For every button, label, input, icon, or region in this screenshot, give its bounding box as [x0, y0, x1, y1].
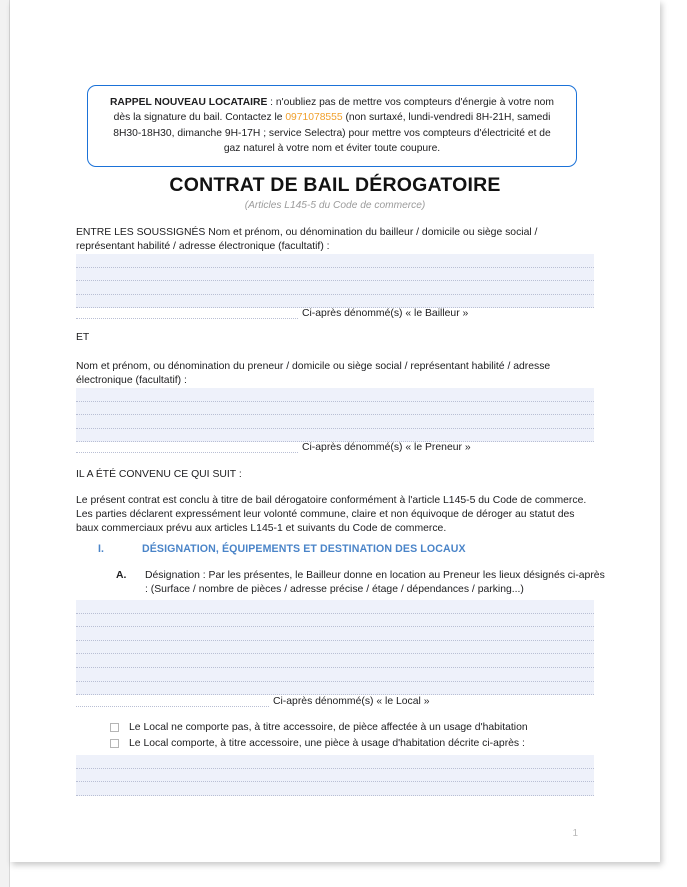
preneur-ciapres-label: Ci-après dénommé(s) « le Preneur » — [302, 442, 471, 453]
checkbox-no-habitation-icon[interactable] — [110, 723, 119, 732]
fill-in-line[interactable] — [76, 281, 594, 295]
local-ciapres-line — [76, 696, 594, 711]
fill-in-line[interactable] — [76, 388, 594, 402]
callout-text-after-phone: (non surtaxé, lundi-vendredi 8H-21H, samedi 8H30-18H30, dimanche 9H-17H ; service Selectra) pour mettre vos compteurs d'électricité et de gaz naturel à votre nom et éviter toute coupure. — [113, 112, 551, 155]
ciapres-dotted-rule — [76, 308, 298, 319]
callout-lead-label: RAPPEL NOUVEAU LOCATAIRE — [109, 97, 268, 108]
bailleur-ciapres-label: Ci-après dénommé(s) « le Bailleur » — [302, 308, 469, 319]
preneur-fill-block[interactable] — [76, 388, 594, 442]
ciapres-dotted-rule — [76, 442, 298, 453]
subsection-a-text: Désignation : Par les présentes, le Bailleur donne en location au Preneur les lieux désignés ci-après : (Surface / nombre de pièces / adresse précise / étage / dépendances / parking...) — [145, 570, 605, 596]
document-title: CONTRAT DE BAIL DÉROGATOIRE — [169, 174, 501, 196]
checkbox-has-habitation-icon[interactable] — [110, 739, 119, 748]
page-number: 1 — [572, 828, 578, 839]
callout-phone-number[interactable]: 0971078555 — [285, 112, 343, 124]
fill-in-line[interactable] — [76, 600, 594, 614]
fill-in-line[interactable] — [76, 668, 594, 682]
fill-in-line[interactable] — [76, 682, 594, 696]
bailleur-fill-block[interactable] — [76, 254, 594, 308]
agreement-heading: IL A ÉTÉ CONVENU CE QUI SUIT : — [76, 469, 242, 480]
fill-in-line[interactable] — [76, 402, 594, 416]
fill-in-line[interactable] — [76, 782, 594, 796]
et-separator-label: ET — [76, 332, 90, 343]
local-ciapres-label: Ci-après dénommé(s) « le Local » — [273, 696, 430, 707]
document-subtitle: (Articles L145-5 du Code de commerce) — [244, 200, 426, 211]
callout-text-before-phone: : n'oubliez pas de mettre vos compteurs d'énergie à votre nom dès la signature du bail. Contactez le — [113, 97, 554, 124]
preneur-intro-text: Nom et prénom, ou dénomination du preneur / domicile ou siège social / représentant habilité / adresse électronique (facultatif) : — [76, 361, 551, 387]
fill-in-line[interactable] — [76, 769, 594, 783]
section-number: I. — [98, 543, 105, 555]
bailleur-intro-text: ENTRE LES SOUSSIGNÉS Nom et prénom, ou dénomination du bailleur / domicile ou siège social / représentant habilité / adresse électronique (facultatif) : — [76, 227, 538, 253]
document-page — [10, 0, 660, 862]
fill-in-line[interactable] — [76, 614, 594, 628]
designation-fill-block[interactable] — [76, 600, 594, 695]
fill-in-line[interactable] — [76, 429, 594, 443]
fill-in-line[interactable] — [76, 654, 594, 668]
habitation-fill-block[interactable] — [76, 755, 594, 796]
fill-in-line[interactable] — [76, 755, 594, 769]
section-heading-1 — [98, 543, 568, 557]
fill-in-line[interactable] — [76, 415, 594, 429]
fill-in-line[interactable] — [76, 627, 594, 641]
tenant-reminder-callout — [87, 85, 577, 167]
fill-in-line[interactable] — [76, 268, 594, 282]
checkbox-has-habitation-label: Le Local comporte, à titre accessoire, une pièce à usage d'habitation décrite ci-après : — [129, 738, 525, 749]
fill-in-line[interactable] — [76, 641, 594, 655]
preneur-ciapres-line — [76, 442, 594, 457]
section-title: DÉSIGNATION, ÉQUIPEMENTS ET DESTINATION DES LOCAUX — [142, 543, 466, 555]
subsection-letter: A. — [116, 570, 127, 581]
bailleur-ciapres-line — [76, 308, 594, 323]
fill-in-line[interactable] — [76, 295, 594, 309]
agreement-paragraph: Le présent contrat est conclu à titre de bail dérogatoire conformément à l'article L145-5 du Code de commerce. Les parties déclarent expressément leur volonté commune, claire et non équivoque de déroger au statut des baux commerciaux prévu aux articles L145-1 et suivants du Code de commerce. — [76, 495, 587, 535]
checkbox-no-habitation-label: Le Local ne comporte pas, à titre accessoire, de pièce affectée à un usage d'habitation — [129, 722, 528, 733]
ciapres-dotted-rule — [76, 696, 269, 707]
fill-in-line[interactable] — [76, 254, 594, 268]
page-content-area — [76, 0, 605, 862]
viewer-left-gutter — [0, 0, 10, 887]
